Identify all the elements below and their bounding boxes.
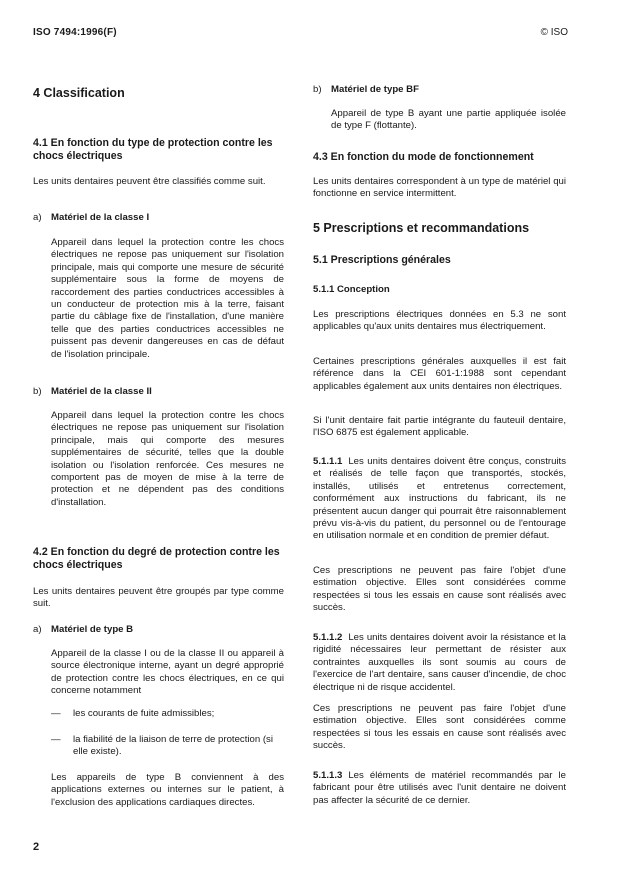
item-a2-heading xyxy=(33,624,133,635)
item-b2-label: b) xyxy=(313,84,322,95)
clause-5-1-1-1-text: Les units dentaires doivent être conçus, construits et réalisés de telle façon que transportés, stockés, installés, utilisés et entretenus correctement, conformément aux instructions du fabricant, ils ne présentent aucun danger qui pourrait être raisonnablement prévu vis-à-vis du patient, du personnel ou de l'entourage en utilisation normale et en condition de premier défaut. xyxy=(313,456,566,542)
clause-5-1-1-3-text: Les éléments de matériel recommandés par le fabricant pour être utilisés avec l'unit dentaire ne doivent pas affecter la sécurité de ce dernier. xyxy=(313,770,566,806)
dash-item-2 xyxy=(51,734,284,762)
section-5-1-1-para-1: Les prescriptions électriques données en 5.3 ne sont applicables qu'aux units dentaires mus électriquement. xyxy=(313,309,566,333)
clause-5-1-1-2-para-2: Ces prescriptions ne peuvent pas faire l'objet d'une estimation objective. Elles sont considérées comme respectées si tous les essais en cause sont réalisés avec succès. xyxy=(313,703,566,752)
item-a2-title: Matériel de type B xyxy=(51,624,134,635)
section-4-title: 4 Classification xyxy=(33,86,125,100)
section-5-1-1-title: 5.1.1 Conception xyxy=(313,284,390,295)
page-number: 2 xyxy=(33,841,40,853)
dash-2-mark: — xyxy=(51,734,61,745)
dash-1-text: les courants de fuite admissibles; xyxy=(73,708,215,719)
clause-5-1-1-1 xyxy=(313,456,566,543)
item-a2-label: a) xyxy=(33,624,42,635)
clause-5-1-1-2 xyxy=(313,632,566,694)
standard-reference: ISO 7494:1996(F) xyxy=(33,27,117,38)
clause-5-1-1-3-number: 5.1.1.3 xyxy=(313,770,343,781)
clause-5-1-1-1-para-2: Ces prescriptions ne peuvent pas faire l'objet d'une estimation objective. Elles sont considérées comme respectées si tous les essais en cause sont réalisés avec succès. xyxy=(313,565,566,614)
item-b-label: b) xyxy=(33,386,42,397)
dash-item-1 xyxy=(51,708,284,722)
item-a2-text: Appareil de la classe I ou de la classe II ou appareil à source électronique interne, ayant un degré approprié de protection contre les chocs électriques, en ce qui concerne notamment xyxy=(51,648,284,697)
section-5-title: 5 Prescriptions et recommandations xyxy=(313,221,530,235)
item-b2-text: Appareil de type B ayant une partie appliquée isolée de type F (flottante). xyxy=(331,108,566,132)
dash-2-text: la fiabilité de la liaison de terre de protection (si elle existe). xyxy=(73,734,273,758)
dash-1-mark: — xyxy=(51,708,61,719)
item-a-title: Matériel de la classe I xyxy=(51,212,150,223)
item-b-text: Appareil dans lequel la protection contre les chocs électriques ne repose pas uniquement sur l'isolation principale, mais qui comporte des mesures supplémentaires de sécurité, telles que la double isolation ou l'isolation renforcée. Ces mesures ne comportent pas de moyen de mise à la terre de protection et ne dépendent pas des conditions d'installation. xyxy=(51,410,284,508)
item-b-heading xyxy=(33,386,152,397)
section-4-2-title: 4.2 En fonction du degré de protection contre les chocs électriques xyxy=(33,546,280,571)
item-b2-title: Matériel de type BF xyxy=(331,84,419,95)
item-a-label: a) xyxy=(33,212,42,223)
section-4-3-title: 4.3 En fonction du mode de fonctionnement xyxy=(313,151,534,163)
clause-5-1-1-2-number: 5.1.1.2 xyxy=(313,632,343,643)
section-4-3-text: Les units dentaires correspondent à un type de matériel qui fonctionne en service intermittent. xyxy=(313,176,566,200)
clause-5-1-1-3 xyxy=(313,770,566,807)
section-4-1-title: 4.1 En fonction du type de protection contre les chocs électriques xyxy=(33,137,273,162)
copyright-iso: © ISO xyxy=(540,27,568,38)
item-b-title: Matériel de la classe II xyxy=(51,386,152,397)
section-5-1-1-para-2: Certaines prescriptions générales auxquelles il est fait référence dans la CEI 601-1:1988 sont cependant applicables également aux units dentaires non électriques. xyxy=(313,356,566,392)
section-4-1-intro: Les units dentaires peuvent être classifiés comme suit. xyxy=(33,176,266,187)
clause-5-1-1-1-number: 5.1.1.1 xyxy=(313,456,343,467)
item-a-text: Appareil dans lequel la protection contre les chocs électriques ne repose pas uniquement sur l'isolation principale, mais qui comporte une mesure de sécurité supplémentaire sous la forme de moyens de raccordement des parties conductrices accessibles à un conducteur de protection mis à la terre, faisant partie du câblage fixe de l'installation, d'une manière telle que des parties conductrices accessibles ne puissent pas devenir dangereuses en cas de défaut de l'isolation principale. xyxy=(51,237,284,360)
section-5-1-title: 5.1 Prescriptions générales xyxy=(313,254,451,266)
item-b2-heading xyxy=(313,84,419,95)
clause-5-1-1-2-text: Les units dentaires doivent avoir la résistance et la rigidité nécessaires leur permettant de résister aux contraintes auxquelles ils sont soumis au cours de l'exercice de l'art dentaire, sans causer d'incendie, de choc électrique ni de risque accidentel. xyxy=(313,632,566,693)
section-4-2-intro: Les units dentaires peuvent être groupés par type comme suit. xyxy=(33,586,284,610)
item-a2-after-text: Les appareils de type B conviennent à des applications externes ou internes sur le patient, à l'exclusion des applications cardiaques directes. xyxy=(51,772,284,808)
section-5-1-1-para-3: Si l'unit dentaire fait partie intégrante du fauteuil dentaire, l'ISO 6875 est également applicable. xyxy=(313,415,566,439)
item-a-heading xyxy=(33,212,149,223)
